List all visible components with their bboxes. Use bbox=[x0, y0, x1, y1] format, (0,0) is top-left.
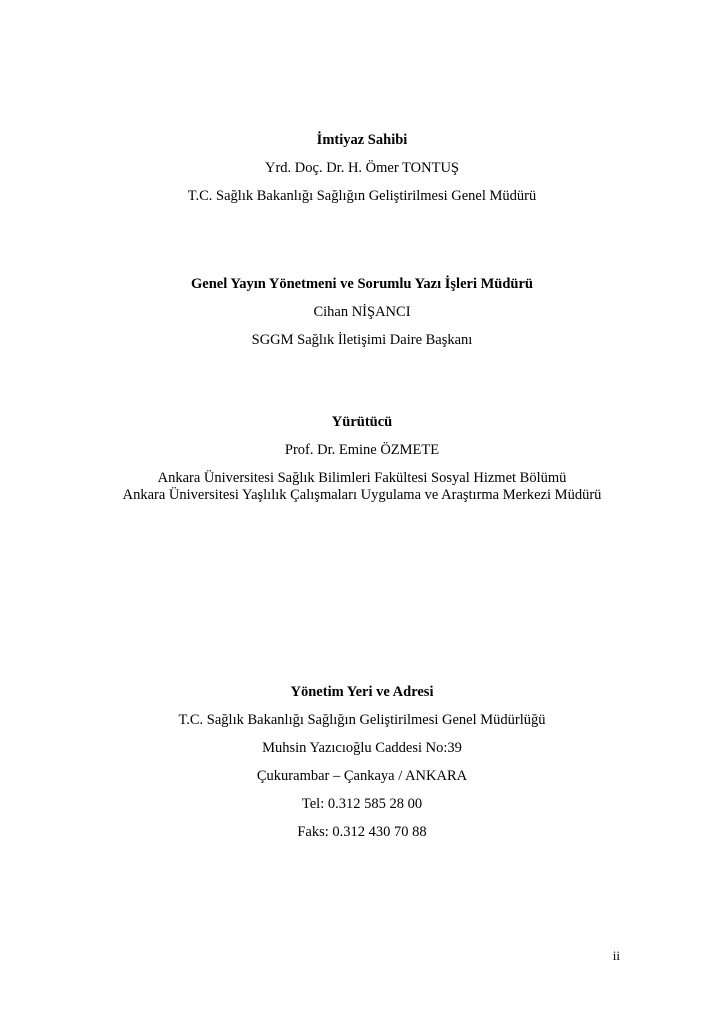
executive-position-2: Ankara Üniversitesi Yaşlılık Çalışmaları Uygulama ve Araştırma Merkezi Müdürü bbox=[122, 487, 602, 503]
address-district: Çukurambar – Çankaya / ANKARA bbox=[256, 768, 468, 784]
address-tel: Tel: 0.312 585 28 00 bbox=[301, 796, 423, 812]
address-street: Muhsin Yazıcıoğlu Caddesi No:39 bbox=[262, 740, 462, 756]
executive-heading: Yürütücü bbox=[331, 414, 393, 430]
executive-name: Prof. Dr. Emine ÖZMETE bbox=[284, 442, 440, 458]
editor-heading: Genel Yayın Yönetmeni ve Sorumlu Yazı İşleri Müdürü bbox=[191, 276, 533, 292]
address-fax: Faks: 0.312 430 70 88 bbox=[297, 824, 427, 840]
owner-heading: İmtiyaz Sahibi bbox=[316, 132, 408, 148]
page-number: ii bbox=[612, 948, 620, 963]
executive-position-1: Ankara Üniversitesi Sağlık Bilimleri Fakültesi Sosyal Hizmet Bölümü bbox=[157, 470, 567, 486]
address-heading: Yönetim Yeri ve Adresi bbox=[290, 684, 434, 700]
editor-position: SGGM Sağlık İletişimi Daire Başkanı bbox=[251, 332, 473, 348]
owner-name: Yrd. Doç. Dr. H. Ömer TONTUŞ bbox=[265, 160, 459, 176]
owner-position: T.C. Sağlık Bakanlığı Sağlığın Geliştirilmesi Genel Müdürü bbox=[187, 188, 537, 204]
editor-name: Cihan NİŞANCI bbox=[313, 304, 411, 320]
address-institution: T.C. Sağlık Bakanlığı Sağlığın Geliştirilmesi Genel Müdürlüğü bbox=[178, 712, 546, 728]
